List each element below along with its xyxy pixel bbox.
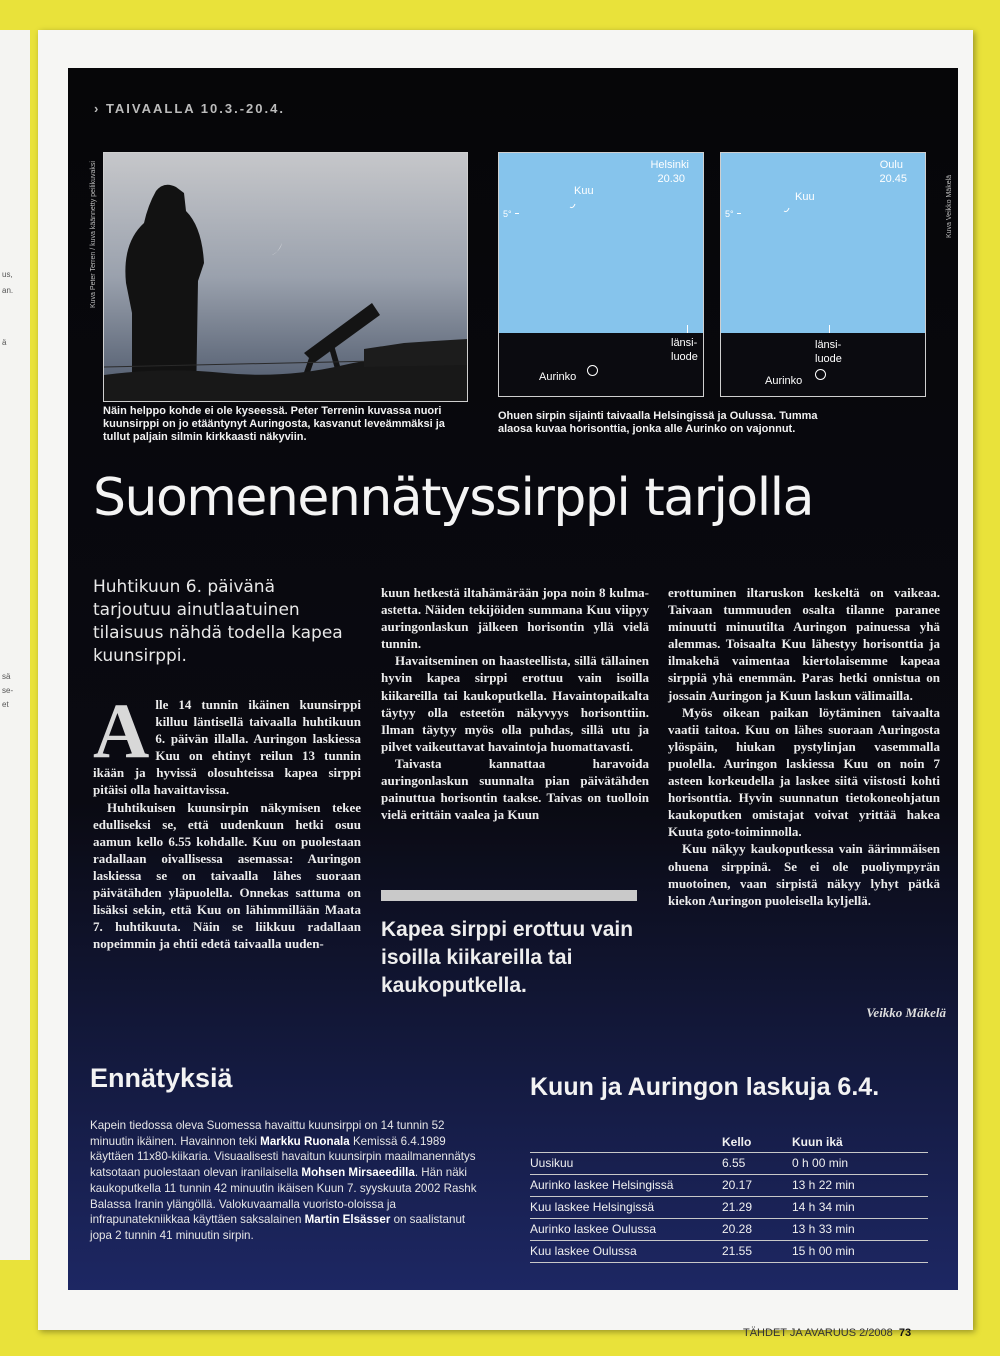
- author-byline: Veikko Mäkelä: [866, 1005, 946, 1020]
- crescent-moon-icon: [781, 205, 791, 215]
- records-text-part: on saalistanut jopa 2 tunnin 41 minuutin sirpin.: [90, 1213, 466, 1242]
- article-headline: Suomenennätyssirppi tarjolla: [93, 468, 813, 528]
- magazine-page: [38, 30, 973, 1339]
- table-row: [530, 1218, 928, 1240]
- direction-label: länsi-: [815, 339, 842, 351]
- previous-page-edge: [0, 30, 30, 1260]
- pull-quote: Kapea sirppi erottuu vain isoilla kiikareilla tai kaukoputkella.: [381, 918, 634, 997]
- photo-caption: Näin helppo kohde ei ole kyseessä. Peter Terrenin kuvassa nuori kuunsirppi on jo etääntynyt Auringosta, kasvanut leveämmäksi ja tullut paljain silmin kirkkaasti näkyviin.: [103, 405, 445, 443]
- page-fragment: se-: [2, 686, 14, 695]
- moonset-table: [530, 1132, 928, 1263]
- article-lede: Huhtikuun 6. päivänä tarjoutuu ainutlaatuinen tilaisuus nähdä todella kapea kuunsirppi.: [93, 577, 343, 666]
- record-holder-name: Markku Ruonala: [260, 1134, 350, 1148]
- moon-label: Kuu: [795, 191, 815, 203]
- direction-tick: [687, 325, 688, 333]
- paragraph: Myös oikean paikan löytäminen taivaalta vaatii taitoa. Kuu on lähes suoraan Auringosta ylöspäin, hiukan pystylinjan vasemmalla puolella. Auringon laskiessa Kuu on noin 7 asteen korkeudella ja laskee siitä viistosti kohti horisonttia. Hyvin suunnatun tietokoneohjatun kaukoputken omistajat voivat yrittää hakea Kuuta goto-toiminnolla.: [668, 704, 940, 840]
- body-column-2: [381, 584, 649, 823]
- page-footer: [743, 1327, 911, 1339]
- magazine-name: TÄHDET JA AVARUUS 2/2008: [743, 1327, 893, 1339]
- table-row: [530, 1152, 928, 1174]
- page-fragment: et: [2, 700, 9, 709]
- moon-label: Kuu: [574, 185, 594, 197]
- body-column-3: [668, 584, 940, 909]
- table-row: [530, 1240, 928, 1263]
- scale-tick: [515, 213, 519, 214]
- time-cell: 20.28: [722, 1222, 753, 1236]
- age-cell: 0 h 00 min: [792, 1156, 849, 1170]
- page-fragment: ä: [2, 338, 7, 347]
- paragraph: Taivasta kannattaa haravoida auringonlaskun suunnalta pian päivätähden painuttua horisontin taakse. Taivas on tuolloin vielä erittäin vaalea ja Kuun: [381, 755, 649, 823]
- paragraph: lle 14 tunnin ikäinen kuunsirppi killuu läntisellä taivaalla huhtikuun 6. päivän illalla. Auringon laskiessa Kuu on ehtinyt reilun 13 tunnin ikään ja hyvissä olosuhteissa kapea sirppi pitäisi olla havaittavissa.: [93, 697, 361, 798]
- city-label: Oulu: [879, 159, 903, 171]
- header-cell: Kello: [722, 1135, 752, 1149]
- event-cell: Kuu laskee Helsingissä: [530, 1200, 655, 1214]
- direction-label-2: luode: [671, 351, 698, 363]
- sun-label: Aurinko: [765, 375, 803, 387]
- time-cell: 21.29: [722, 1200, 753, 1214]
- silhouette-photo: [103, 152, 468, 402]
- sky-caption: Ohuen sirpin sijainti taivaalla Helsingissä ja Oulussa. Tumma alaosa kuvaa horisonttia, jonka alle Aurinko on vajonnut.: [498, 410, 818, 435]
- table-title: Kuun ja Auringon laskuja 6.4.: [530, 1073, 880, 1101]
- time-label: 20.45: [879, 173, 907, 185]
- header-cell: Kuun ikä: [792, 1135, 843, 1149]
- direction-tick: [829, 325, 830, 333]
- scale-label: 5°: [725, 209, 734, 219]
- section-label: › TAIVAALLA 10.3.-20.4.: [94, 101, 285, 116]
- crescent-moon-icon: [567, 201, 577, 211]
- sun-icon: [587, 365, 598, 376]
- event-cell: Uusikuu: [530, 1156, 574, 1170]
- photo-credit: Kuva Peter Terren / kuva käännetty peilikuvaksi: [90, 161, 97, 308]
- record-holder-name: Martin Elsässer: [304, 1213, 391, 1227]
- direction-label: länsi-: [671, 337, 698, 349]
- event-cell: Aurinko laskee Oulussa: [530, 1222, 657, 1236]
- age-cell: 13 h 33 min: [792, 1222, 855, 1236]
- record-holder-name: Mohsen Mirsaeedilla: [301, 1166, 415, 1180]
- pull-quote-bar: [381, 890, 637, 901]
- records-text: [90, 1118, 478, 1244]
- table-row: [530, 1174, 928, 1196]
- page-fragment: sä: [2, 672, 11, 681]
- sky-chart-helsinki: [498, 152, 704, 397]
- silhouette-illustration: [104, 153, 467, 401]
- sun-icon: [815, 369, 826, 380]
- records-text-part: . Hän näki kaukoputkella 11 tunnin 42 minuutin ikäisen Kuun 7. syyskuuta 2002 Rashk Balassa Iranin ylängöllä. Valokuvaamalla vuoristo-oloissa ja infrapunatekniikkaa käyttäen saksalainen: [90, 1166, 477, 1227]
- time-cell: 20.17: [722, 1178, 753, 1192]
- paragraph: kuun hetkestä iltahämärään jopa noin 8 kulma-astetta. Näiden tekijöiden summana Kuu viipyy auringonlaskun jälkeen horisontin yllä vielä tunnin.: [381, 585, 649, 652]
- age-cell: 14 h 34 min: [792, 1200, 855, 1214]
- page-fragment: an.: [2, 286, 14, 295]
- sun-label: Aurinko: [539, 371, 577, 383]
- paragraph: Huhtikuisen kuunsirpin näkymisen tekee edulliseksi se, että uudenkuun hetki osuu aamun kello 6.55 kohdalle. Kuu on puolestaan radallaan oivallisessa asemassa: Auringon laskiessa se on taivaalla lähes suoraan päivätähden yläpuolella. Onnekas sattuma on lisäksi sekin, että Kuu on lähimmillään Maata 7. huhtikuuta. Näin se liikkuu radallaan nopeimmin ja ehtii edetä taivaalla uuden-: [93, 799, 361, 952]
- records-title: Ennätyksiä: [90, 1063, 233, 1093]
- event-cell: Aurinko laskee Helsingissä: [530, 1178, 674, 1192]
- time-cell: 6.55: [722, 1156, 746, 1170]
- direction-label-2: luode: [815, 353, 842, 365]
- table-header: [530, 1132, 928, 1152]
- article-panel: [68, 68, 958, 1290]
- sky-chart-oulu: [720, 152, 926, 397]
- page-fragment: us,: [2, 270, 13, 279]
- age-cell: 13 h 22 min: [792, 1178, 855, 1192]
- scale-tick: [737, 213, 741, 214]
- page-number: 73: [898, 1327, 912, 1339]
- time-label: 20.30: [657, 173, 685, 185]
- age-cell: 15 h 00 min: [792, 1244, 855, 1258]
- records-text-part: Kemissä 6.4.1989 käyttäen 11x80-kiikaria. Visuaalisesti havaitun kuunsirpin maailmanennätys katsotaan puolestaan olevan iranilaisella: [90, 1134, 476, 1180]
- city-label: Helsinki: [650, 159, 689, 171]
- scale-label: 5°: [503, 209, 512, 219]
- event-cell: Kuu laskee Oulussa: [530, 1244, 637, 1258]
- records-text-part: Kapein tiedossa oleva Suomessa havaittu kuunsirppi on 14 tunnin 52 minuutin ikäinen. Havainnon teki: [90, 1119, 445, 1148]
- sky-credit: Kuva Veikko Mäkelä: [946, 174, 953, 238]
- table-row: [530, 1196, 928, 1218]
- paragraph: Kuu näkyy kaukoputkessa vain äärimmäisen ohuena sirppinä. Se ei ole puoliympyrän muotoinen, vaan sirpistä näkyy lyhyt pätkä kiekon Auringon puoleisella kyljellä.: [668, 841, 940, 908]
- paragraph: erottuminen iltaruskon keskeltä on vaikeaa. Taivaan tummuuden osalta tilanne paranee minuutti minuutilta Auringon painuessa yhä alemmas. Toisaalta Kuu lähestyy horisonttia ja ilmakehä vaimentaa kiertolaisemme kapeaa sirppiä yhä enemmän. Paras hetki onnistua on jossain Auringon ja Kuun laskun välimailla.: [668, 585, 940, 703]
- paragraph: Havaitseminen on haasteellista, sillä tällainen hyvin kapea sirppi erottuu vain isoilla kiikareilla tai kaukoputkella. Havaintopaikalta täytyy olla esteetön näkyvyys horisonttiin. Ilman täytyy myös olla puhdas, sillä utu ja pilvet vaikeuttavat havaintoja huomattavasti.: [381, 653, 649, 754]
- body-column-1: [93, 687, 361, 952]
- time-cell: 21.55: [722, 1244, 753, 1258]
- drop-cap: A: [93, 687, 150, 774]
